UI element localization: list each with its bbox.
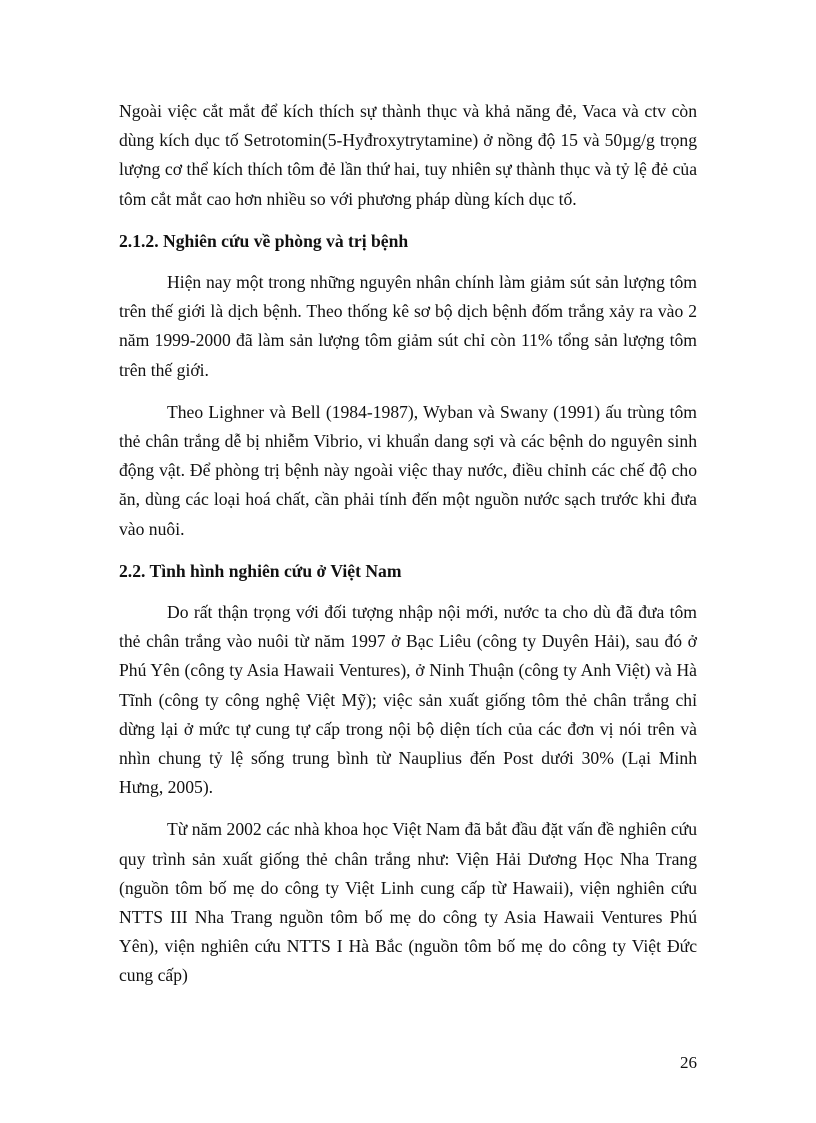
section-heading: 2.1.2. Nghiên cứu về phòng và trị bệnh xyxy=(119,230,409,251)
paragraph: Ngoài việc cắt mắt để kích thích sự thành thục và khả năng đẻ, Vaca và ctv còn dùng kích dục tố Setrotomin(5-Hyđroxytrytamine) ở nồng độ 15 và 50µg/g trọng lượng cơ thể kích thích tôm đẻ lần thứ hai, tuy nhiên sự thành thục và tỷ lệ đẻ của tôm cắt mắt cao hơn nhiều so với phương pháp dùng kích dục tố. xyxy=(119,101,697,209)
document-page xyxy=(119,97,697,991)
page-number: 26 xyxy=(680,1053,697,1072)
paragraph: Theo Lighner và Bell (1984-1987), Wyban và Swany (1991) ấu trùng tôm thẻ chân trắng dễ bị nhiễm Vibrio, vi khuẩn dang sợi và các bệnh do nguyên sinh động vật. Để phòng trị bệnh này ngoài việc thay nước, điều chỉnh các chế độ cho ăn, dùng các loại hoá chất, cần phải tính đến một nguồn nước sạch trước khi đưa vào nuôi. xyxy=(119,401,697,539)
section-heading: 2.2. Tình hình nghiên cứu ở Việt Nam xyxy=(119,560,402,581)
paragraph: Hiện nay một trong những nguyên nhân chính làm giảm sút sản lượng tôm trên thế giới là dịch bệnh. Theo thống kê sơ bộ dịch bệnh đốm trắng xảy ra vào 2 năm 1999-2000 đã làm sản lượng tôm giảm sút chỉ còn 11% tổng sản lượng tôm trên thế giới. xyxy=(119,272,697,380)
paragraph: Do rất thận trọng với đối tượng nhập nội mới, nước ta cho dù đã đưa tôm thẻ chân trắng vào nuôi từ năm 1997 ở Bạc Liêu (công ty Duyên Hải), sau đó ở Phú Yên (công ty Asia Hawaii Ventures), ở Ninh Thuận (công ty Anh Việt) và Hà Tĩnh (công ty công nghệ Việt Mỹ); việc sản xuất giống tôm thẻ chân trắng chỉ dừng lại ở mức tự cung tự cấp trong nội bộ diện tích của các đơn vị nói trên và nhìn chung tỷ lệ sống trung bình từ Nauplius đến Post dưới 30% (Lại Minh Hưng, 2005). xyxy=(119,602,697,798)
paragraph: Từ năm 2002 các nhà khoa học Việt Nam đã bắt đầu đặt vấn đề nghiên cứu quy trình sản xuất giống thẻ chân trắng như: Viện Hải Dương Học Nha Trang (nguồn tôm bố mẹ do công ty Việt Linh cung cấp từ Hawaii), viện nghiên cứu NTTS III Nha Trang nguồn tôm bố mẹ do công ty Asia Hawaii Ventures Phú Yên), viện nghiên cứu NTTS I Hà Bắc (nguồn tôm bố mẹ do công ty Việt Đức cung cấp) xyxy=(119,819,697,986)
